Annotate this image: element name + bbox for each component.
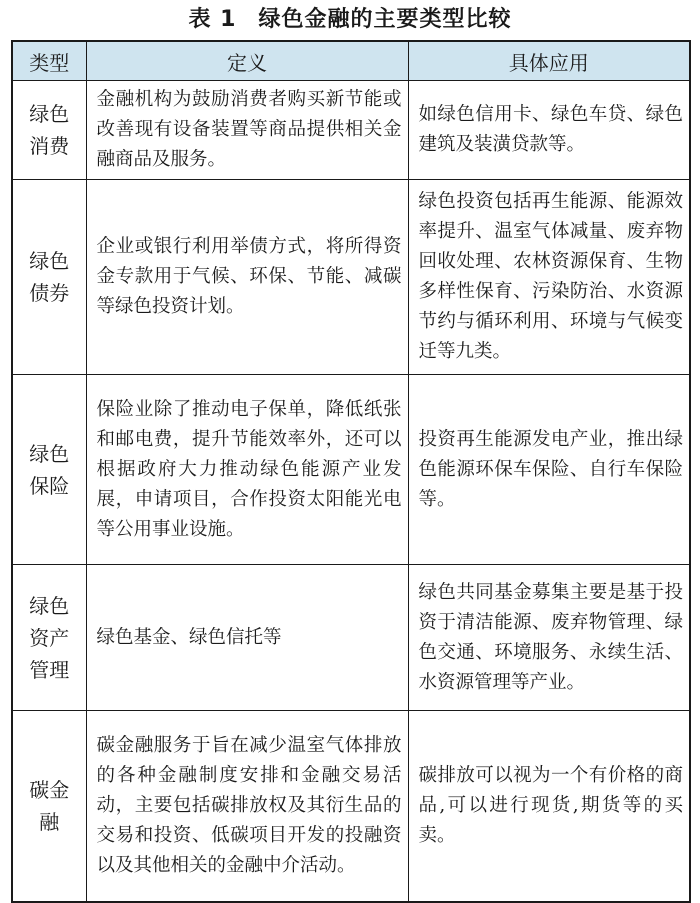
table-title: 绿色金融的主要类型比较: [258, 7, 512, 32]
type-line: 碳金: [29, 778, 70, 802]
table-row: [12, 81, 690, 180]
type-cell: [12, 81, 86, 180]
type-line: 融: [39, 810, 60, 834]
table-row: [12, 711, 690, 903]
header-application: 具体应用: [408, 41, 690, 81]
definition-cell: 金融机构为鼓励消费者购买新节能或改善现有设备装置等商品提供相关金融商品及服务。: [86, 81, 408, 180]
type-line: 绿色: [29, 249, 70, 273]
header-type: 类型: [12, 41, 86, 81]
green-finance-table: [11, 40, 691, 903]
type-line: 保险: [29, 473, 70, 498]
definition-cell: 碳金融服务于旨在减少温室气体排放的各种金融制度安排和金融交易活动，主要包括碳排放权及其衍生品的交易和投资、低碳项目开发的投融资以及其他相关的金融中介活动。: [86, 711, 408, 903]
type-line: 管理: [29, 657, 70, 682]
table-row: [12, 565, 690, 711]
type-cell: [12, 565, 86, 711]
type-cell: [12, 711, 86, 903]
application-cell: 如绿色信用卡、绿色车贷、绿色建筑及装潢贷款等。: [408, 81, 690, 180]
type-cell: [12, 375, 86, 565]
definition-cell: 企业或银行利用举债方式，将所得资金专款用于气候、环保、节能、减碳等绿色投资计划。: [86, 180, 408, 375]
application-cell: 碳排放可以视为一个有价格的商品,可以进行现货,期货等的买卖。: [408, 711, 690, 903]
table-caption: [0, 0, 700, 40]
header-definition: 定义: [86, 41, 408, 81]
application-cell: 绿色共同基金募集主要是基于投资于清洁能源、废弃物管理、绿色交通、环境服务、永续生活、水资源管理等产业。: [408, 565, 690, 711]
table-row: [12, 375, 690, 565]
header-row: [12, 41, 690, 81]
application-cell: 绿色投资包括再生能源、能源效率提升、温室气体减量、废弃物回收处理、农林资源保育、生物多样性保育、污染防治、水资源节约与循环利用、环境与气候变迁等九类。: [408, 180, 690, 375]
table-number: 表 1: [188, 7, 237, 32]
type-cell: [12, 180, 86, 375]
application-cell: 投资再生能源发电产业，推出绿色能源环保车保险、自行车保险等。: [408, 375, 690, 565]
type-line: 债券: [29, 281, 70, 305]
type-line: 资产: [29, 625, 70, 650]
definition-cell: 保险业除了推动电子保单，降低纸张和邮电费，提升节能效率外，还可以根据政府大力推动绿色能源产业发展，申请项目，合作投资太阳能光电等公用事业设施。: [86, 375, 408, 565]
type-line: 绿色: [29, 441, 70, 466]
definition-cell: 绿色基金、绿色信托等: [86, 565, 408, 711]
type-line: 绿色: [29, 102, 70, 126]
table-row: [12, 180, 690, 375]
type-line: 消费: [29, 134, 70, 158]
type-line: 绿色: [29, 593, 70, 618]
